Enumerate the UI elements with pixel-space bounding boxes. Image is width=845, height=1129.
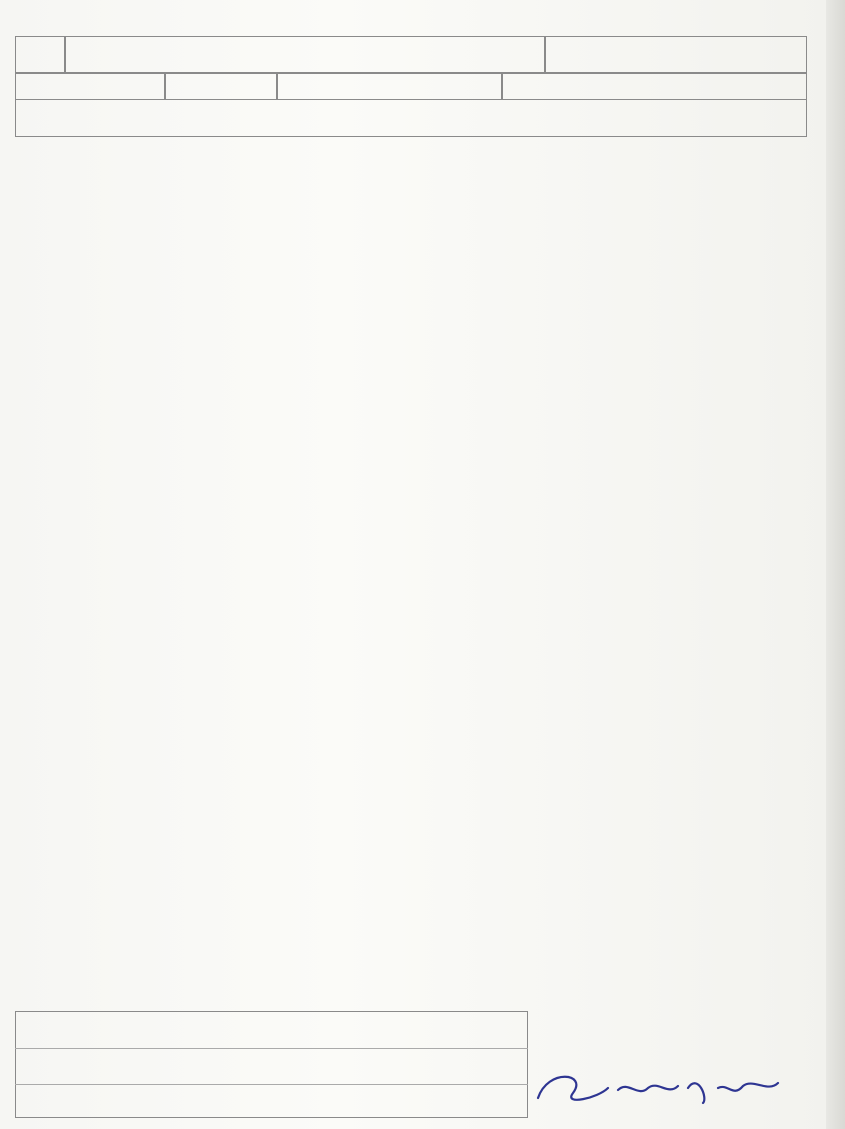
- signature-box-line-2: [15, 1084, 528, 1085]
- fodelse-cell: [165, 73, 277, 100]
- handwritten-signature: [528, 1058, 788, 1118]
- title-cell: [15, 36, 65, 73]
- signature-box-line-1: [15, 1048, 528, 1049]
- paper-fold: [826, 0, 845, 1129]
- signature-box: [15, 1011, 528, 1118]
- ras-cell: [277, 73, 502, 100]
- farg-cell: [502, 73, 807, 100]
- regnr-cell: [545, 36, 807, 73]
- name-cell: [65, 36, 545, 73]
- kon-cell: [15, 73, 165, 100]
